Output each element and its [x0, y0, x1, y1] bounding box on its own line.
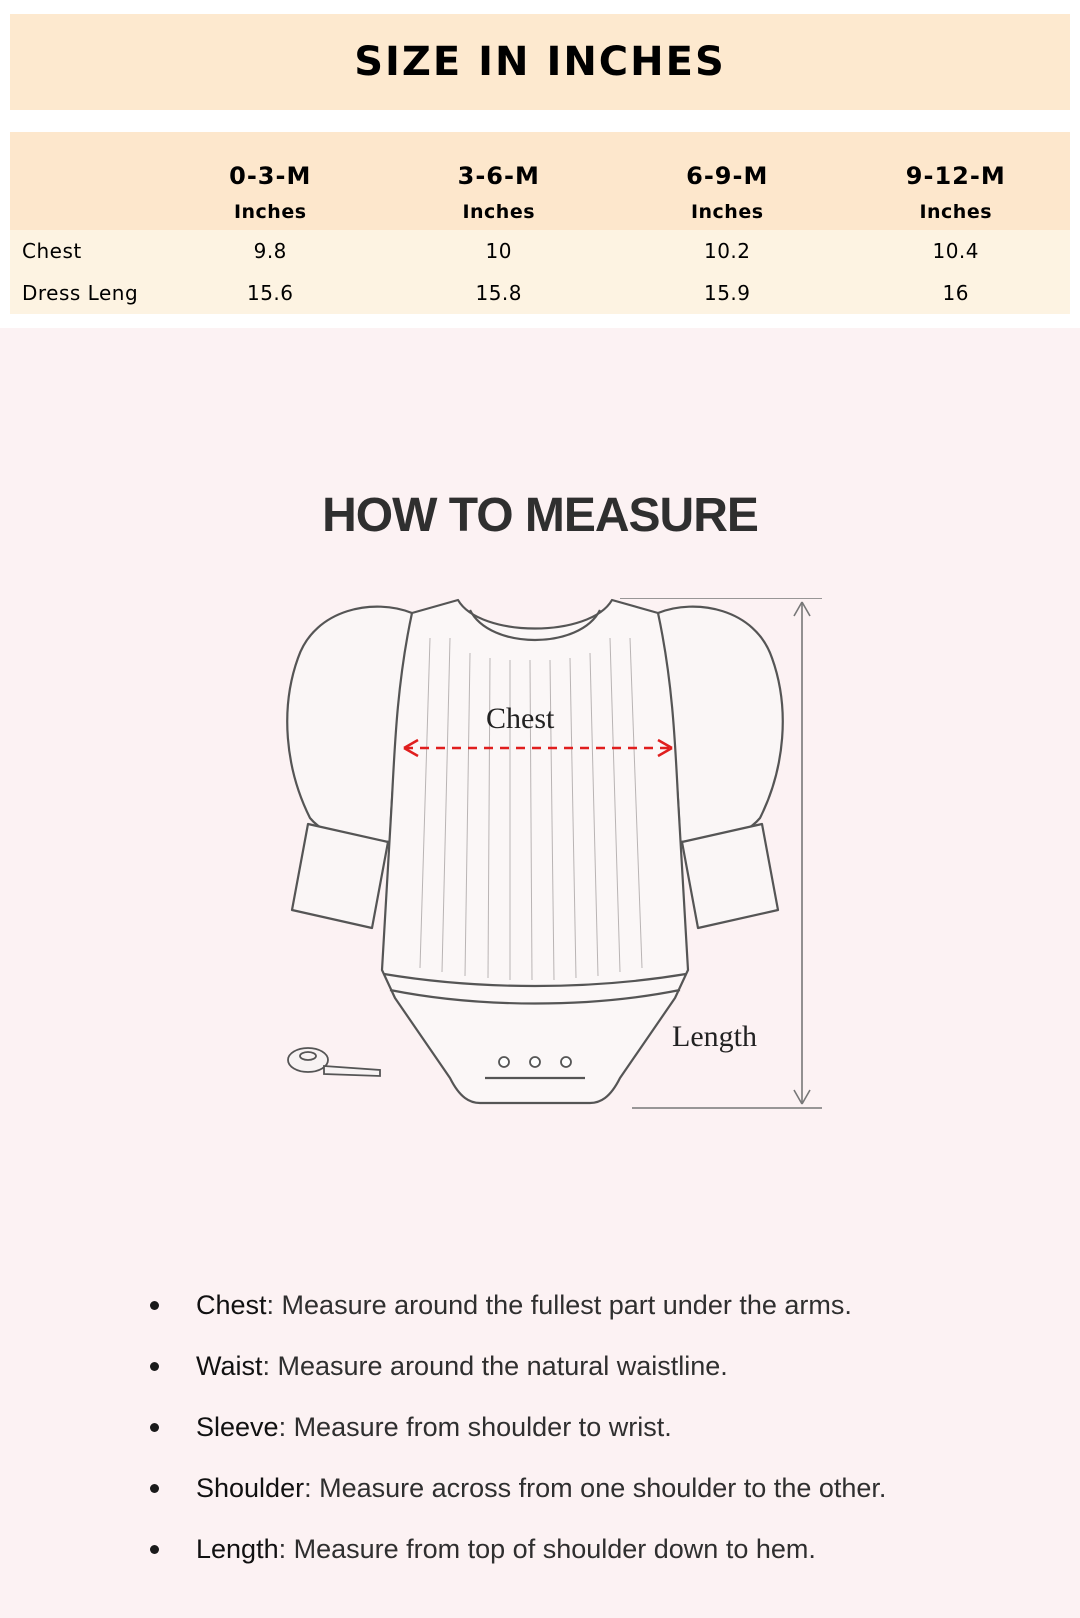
list-item: [150, 1471, 1050, 1532]
instruction-term: Chest: [196, 1290, 267, 1320]
column-size: 0-3-M: [156, 132, 385, 194]
bullet-icon: [150, 1545, 159, 1554]
bodysuit-body: [382, 600, 688, 1103]
table-row: [10, 272, 1070, 314]
column-size: 6-9-M: [613, 132, 842, 194]
table-cell: 9.8: [156, 230, 385, 272]
table-cell: 16: [842, 272, 1071, 314]
instruction-term: Length: [196, 1534, 279, 1564]
diagram-chest-label: Chest: [486, 702, 555, 735]
table-corner-cell: [10, 194, 156, 230]
size-chart-table: [10, 132, 1070, 314]
table-cell: 15.8: [385, 272, 614, 314]
table-cell: 10.4: [842, 230, 1071, 272]
list-item: [150, 1349, 1050, 1410]
column-unit: Inches: [613, 194, 842, 230]
table-cell: 15.6: [156, 272, 385, 314]
instruction-text: : Measure from shoulder to wrist.: [278, 1412, 672, 1442]
left-sleeve-cuff: [292, 824, 388, 928]
diagram-length-label: Length: [672, 1020, 757, 1053]
column-unit: Inches: [842, 194, 1071, 230]
instruction-text: : Measure around the fullest part under the arms.: [266, 1290, 852, 1320]
list-item: [150, 1288, 1050, 1349]
instruction-text: : Measure from top of shoulder down to hem.: [278, 1534, 816, 1564]
instruction-term: Shoulder: [196, 1473, 305, 1503]
bullet-icon: [150, 1301, 159, 1310]
table-header-sizes: [10, 132, 1070, 194]
measure-instructions-list: [150, 1288, 1050, 1593]
table-cell: 10: [385, 230, 614, 272]
right-sleeve-cuff: [682, 824, 778, 928]
column-unit: Inches: [385, 194, 614, 230]
size-chart-banner: [10, 14, 1070, 110]
table-header-units: [10, 194, 1070, 230]
bodysuit-diagram: [280, 598, 840, 1138]
how-to-measure-section: [0, 328, 1080, 1618]
instruction-text: : Measure across from one shoulder to the other.: [304, 1473, 887, 1503]
tape-measure-icon: [288, 1048, 380, 1076]
table-cell: 15.9: [613, 272, 842, 314]
column-size: 9-12-M: [842, 132, 1071, 194]
how-to-measure-title: HOW TO MEASURE: [322, 489, 758, 542]
bullet-icon: [150, 1423, 159, 1432]
column-size: 3-6-M: [385, 132, 614, 194]
bullet-icon: [150, 1484, 159, 1493]
row-label-chest: Chest: [10, 230, 156, 272]
list-item: [150, 1532, 1050, 1593]
table-row: [10, 230, 1070, 272]
column-unit: Inches: [156, 194, 385, 230]
bullet-icon: [150, 1362, 159, 1371]
size-chart-title: SIZE IN INCHES: [354, 39, 726, 85]
instruction-text: : Measure around the natural waistline.: [262, 1351, 728, 1381]
row-label-dress-length: Dress Leng: [10, 272, 156, 314]
table-corner-cell: [10, 132, 156, 194]
list-item: [150, 1410, 1050, 1471]
table-cell: 10.2: [613, 230, 842, 272]
instruction-term: Waist: [196, 1351, 263, 1381]
instruction-term: Sleeve: [196, 1412, 279, 1442]
